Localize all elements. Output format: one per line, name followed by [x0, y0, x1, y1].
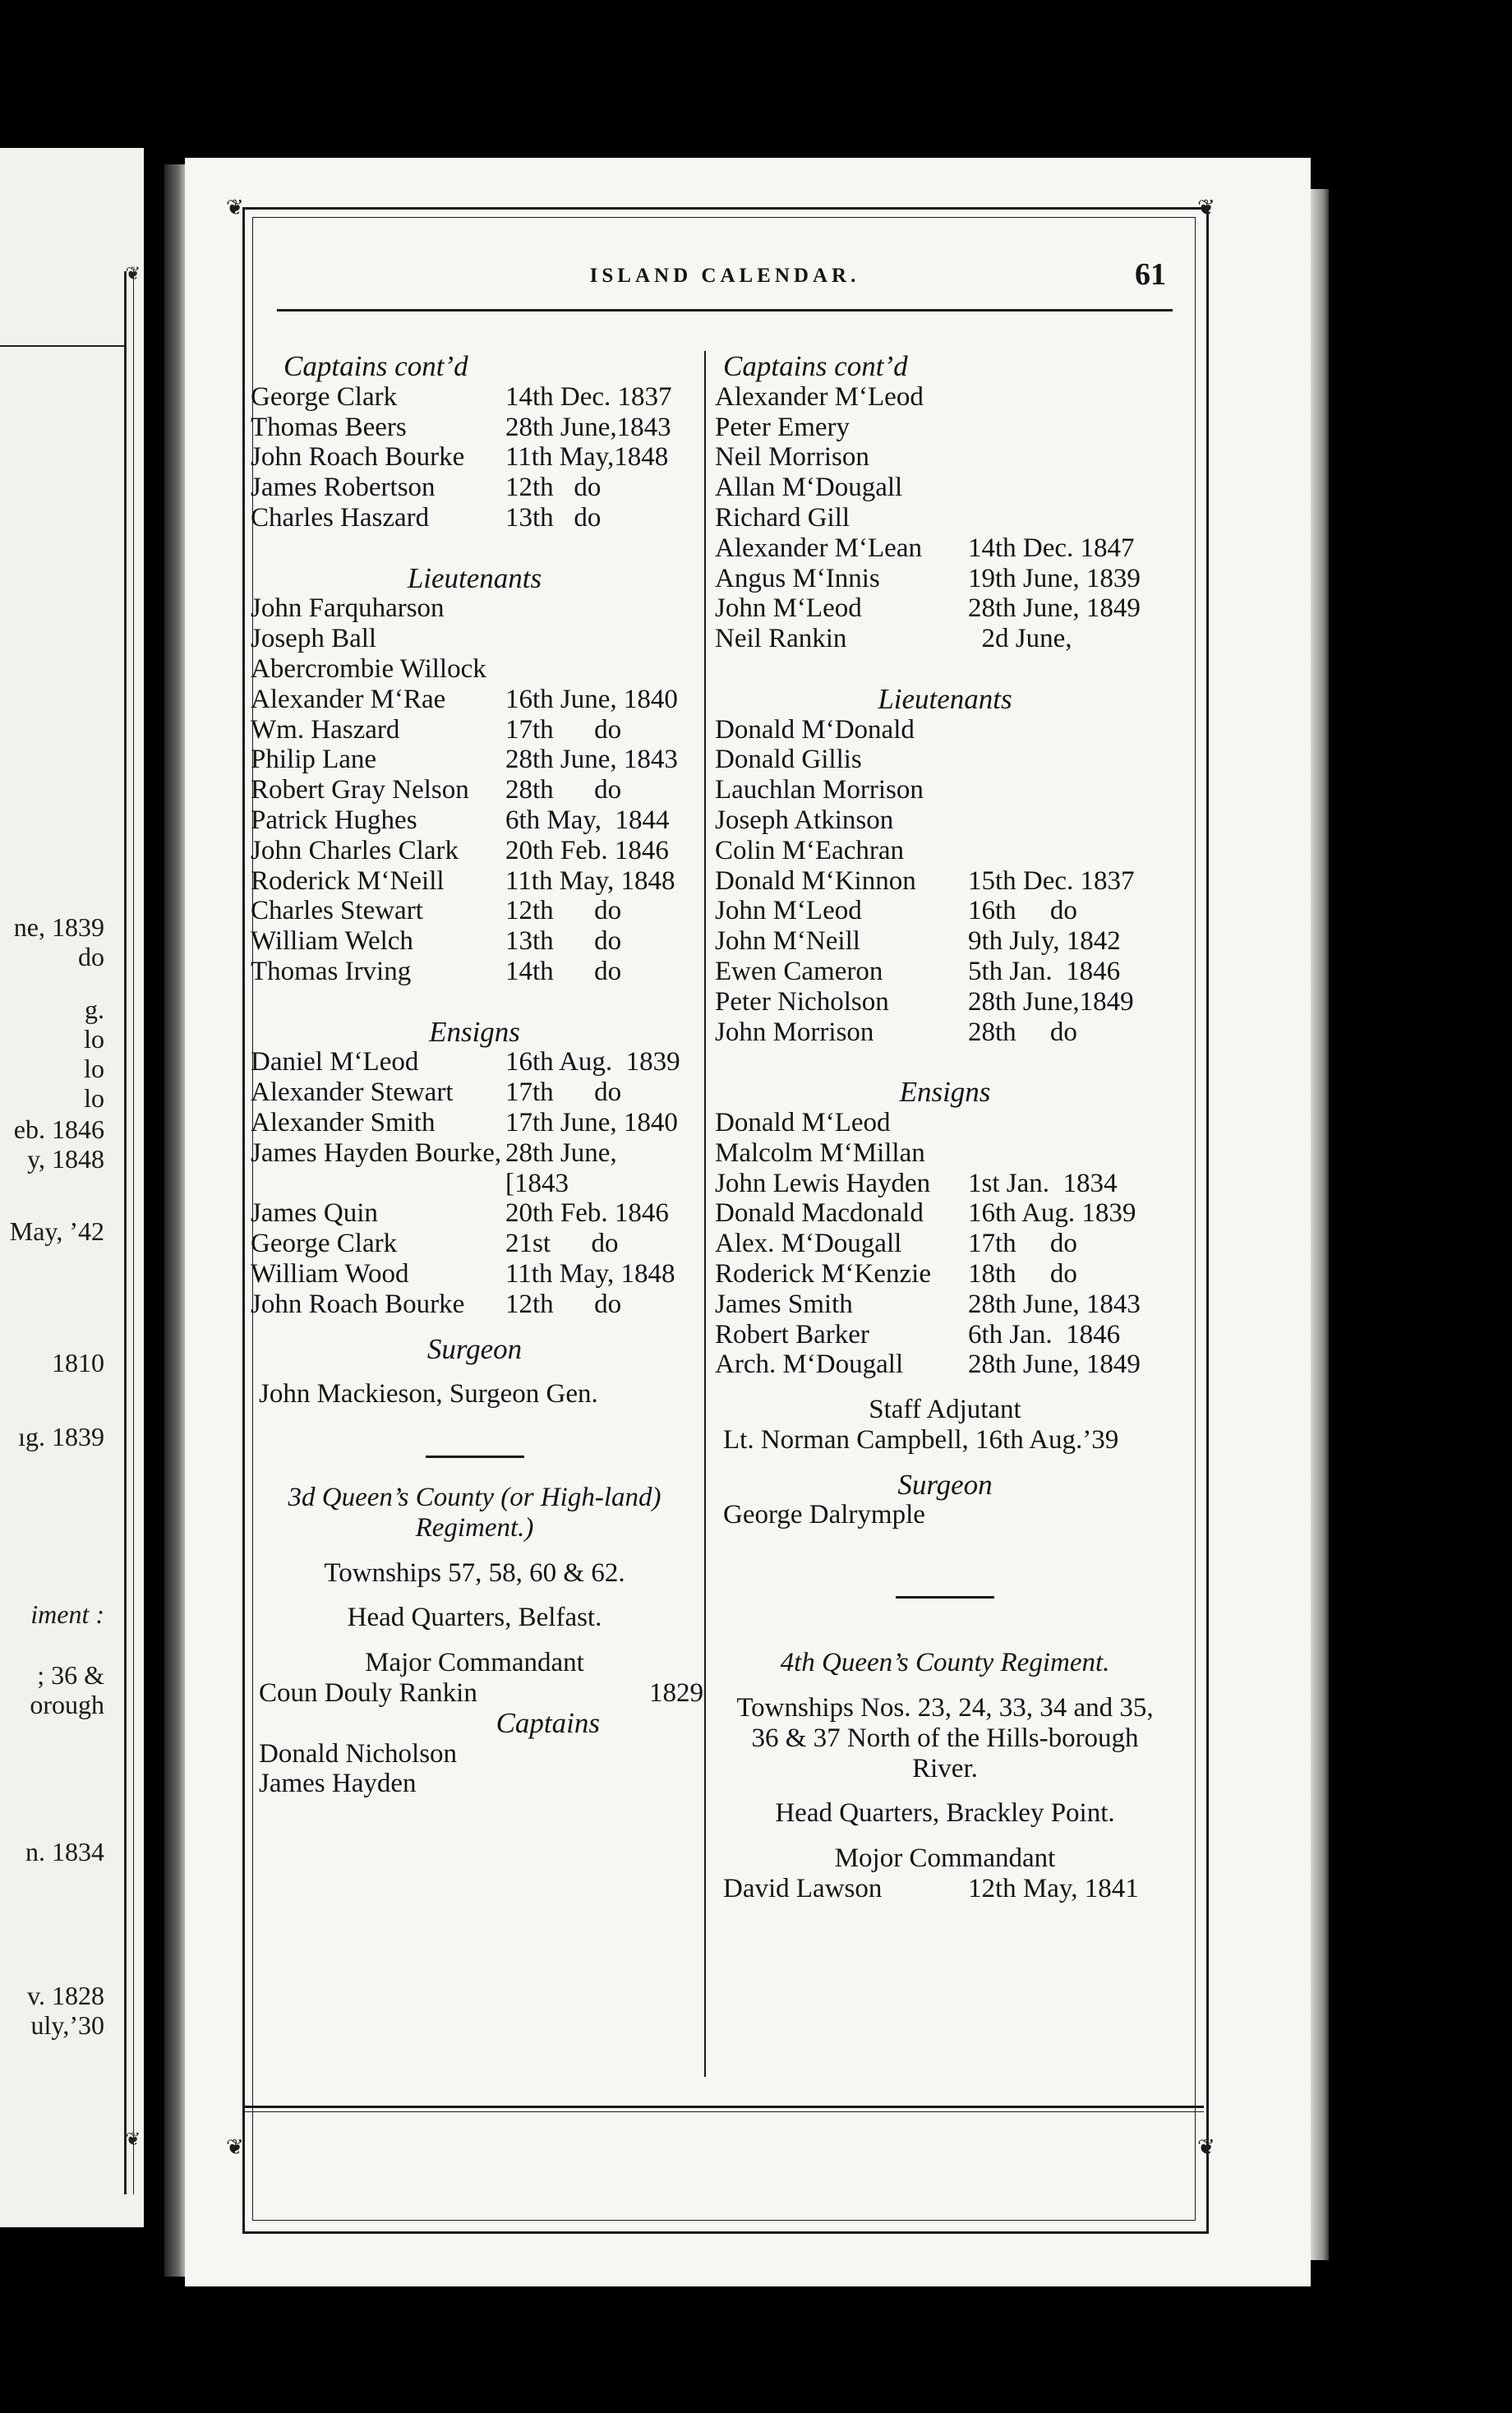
officer-row	[715, 1350, 1175, 1380]
officer-row	[715, 805, 1175, 836]
column-divider	[704, 351, 706, 2077]
officer-name: Charles Haszard	[251, 502, 430, 533]
officer-row	[251, 1198, 698, 1229]
officer-row	[715, 1290, 1175, 1320]
spacer	[251, 1543, 698, 1558]
commission-date: 17th do	[505, 1077, 622, 1108]
officer-row	[715, 593, 1175, 624]
officer-row	[715, 836, 1175, 866]
officer-row	[715, 1138, 1175, 1169]
officer-list	[251, 382, 698, 533]
page-number: 61	[1135, 257, 1166, 292]
spacer	[251, 987, 698, 1017]
officer-row	[715, 896, 1175, 926]
commission-date: 21st do	[505, 1229, 619, 1259]
fleuron-ornament-icon: ❦	[1197, 196, 1215, 219]
officer-row	[715, 1169, 1175, 1199]
officer-row	[715, 1229, 1175, 1259]
spacer	[715, 654, 1175, 685]
officer-row	[715, 926, 1175, 957]
officer-name: Donald M‘Donald	[715, 714, 915, 745]
commission-date: 1829	[649, 1678, 703, 1709]
officer-row	[715, 564, 1175, 594]
fleuron-ornament-icon: ❦	[125, 2129, 141, 2149]
section-heading: Surgeon	[897, 1468, 993, 1501]
left-page-text-fragment: n. 1834	[25, 1837, 104, 1866]
spacer	[715, 1829, 1175, 1843]
officer-name: Richard Gill	[715, 502, 850, 533]
commission-date: 16th Aug. 1839	[505, 1047, 680, 1077]
left-page-text-fragment: 1810	[52, 1348, 104, 1377]
officer-name: Donald Gillis	[715, 745, 862, 775]
left-page-text-fragment: do	[78, 942, 104, 971]
commission-date: 16th June, 1840	[505, 684, 678, 714]
spacer	[251, 1633, 698, 1648]
book-page	[185, 158, 1311, 2286]
commission-date: 14th Dec. 1837	[505, 381, 672, 412]
commission-date: 2d June,	[968, 624, 1072, 654]
spacer	[251, 1364, 698, 1379]
section-heading: Surgeon	[426, 1332, 523, 1365]
officer-row	[715, 533, 1175, 564]
officer-name: Ewen Cameron	[715, 956, 883, 986]
fleuron-ornament-icon: ❦	[1197, 2135, 1215, 2159]
left-page-fragment	[0, 148, 144, 2227]
commission-date: 12th do	[505, 1289, 622, 1319]
officer-name: Charles Stewart	[251, 896, 423, 926]
officer-name: Joseph Atkinson	[715, 805, 894, 835]
officer-name: Thomas Irving	[251, 956, 412, 986]
officer-name: Alex. M‘Dougall	[715, 1229, 902, 1259]
page-edge	[1311, 189, 1329, 2260]
officer-row	[251, 654, 698, 685]
commission-date: 16th do	[968, 896, 1077, 926]
spacer	[251, 1320, 698, 1335]
section-heading: Ensigns	[429, 1015, 520, 1048]
left-page-text-fragment: orough	[30, 1690, 104, 1719]
fleuron-ornament-icon: ❦	[226, 2135, 244, 2159]
commission-date: 19th June, 1839	[968, 563, 1141, 593]
officer-name: John M‘Leod	[715, 896, 862, 926]
officer-row	[715, 624, 1175, 654]
officer-row	[715, 957, 1175, 987]
officer-name: Lauchlan Morrison	[715, 775, 924, 805]
commission-date: 5th Jan. 1846	[968, 956, 1121, 986]
officer-row	[251, 1259, 698, 1290]
officer-row	[251, 382, 698, 413]
spacer	[715, 1678, 1175, 1693]
officer-name: David Lawson	[723, 1874, 883, 1904]
officer-name: Malcolm M‘Millan	[715, 1137, 925, 1168]
officer-list	[715, 382, 1175, 654]
officer-name: Robert Gray Nelson	[251, 775, 469, 805]
officer-name: James Quin	[251, 1198, 378, 1229]
officer-name: Alexander Stewart	[251, 1077, 454, 1108]
commission-date: 28th June, 1843	[968, 1289, 1141, 1319]
officer-name: Philip Lane	[251, 745, 377, 775]
header-rule	[277, 309, 1173, 311]
left-page-text-fragment: g.	[85, 994, 104, 1024]
officer-row	[251, 957, 698, 987]
spacer	[715, 1380, 1175, 1395]
commission-date: 15th Dec. 1837	[968, 865, 1135, 896]
fleuron-ornament-icon: ❦	[226, 196, 244, 219]
officer-row	[251, 745, 698, 775]
section-rule	[426, 1456, 524, 1458]
left-page-text-fragment: lo	[84, 1054, 104, 1083]
left-page-text-fragment: v. 1828	[27, 1981, 104, 2010]
commission-date: 28th June,	[505, 1137, 617, 1168]
commission-date: 14th do	[505, 956, 622, 986]
commission-date: 17th June, 1840	[505, 1107, 678, 1137]
regiment-title: 4th Queen’s County Regiment.	[780, 1648, 1110, 1678]
officer-row	[715, 866, 1175, 897]
left-column	[251, 350, 703, 1799]
officer-name: William Welch	[251, 926, 413, 957]
officer-name: Angus M‘Innis	[715, 563, 880, 593]
commission-date: 28th June, 1849	[968, 593, 1141, 624]
regiment-title: 3d Queen’s County (or High-land) Regiment.)	[288, 1483, 662, 1543]
officer-row	[715, 987, 1175, 1017]
officer-name: Daniel M‘Leod	[251, 1047, 419, 1077]
townships-entry: Townships Nos. 23, 24, 33, 34 and 35, 36 & 37 North of the Hills-borough River.	[736, 1693, 1154, 1783]
commission-date: 17th do	[505, 714, 622, 745]
commission-date: 28th June,1849	[968, 986, 1134, 1017]
officer-row	[251, 1169, 698, 1199]
left-page-text-fragment: y, 1848	[27, 1144, 104, 1174]
officer-row	[251, 593, 698, 624]
officer-row	[715, 473, 1175, 503]
officer-name: George Clark	[251, 381, 398, 412]
officer-list	[251, 1047, 698, 1319]
left-page-text-fragment: lo	[84, 1083, 104, 1113]
officer-name: Roderick M‘Kenzie	[715, 1258, 931, 1289]
section-rule	[896, 1596, 994, 1599]
officer-name: Neil Morrison	[715, 442, 869, 473]
officer-name: Thomas Beers	[251, 412, 407, 442]
officer-name: Wm. Haszard	[251, 714, 400, 745]
surgeon-entry: John Mackieson, Surgeon Gen.	[259, 1379, 598, 1410]
footer-rule	[242, 2106, 1204, 2112]
commission-date: 14th Dec. 1847	[968, 533, 1135, 563]
spacer	[251, 533, 698, 564]
officer-row	[715, 715, 1175, 745]
officer-name: Patrick Hughes	[251, 805, 417, 835]
officer-row	[251, 1229, 698, 1259]
left-page-text-fragment: ıg. 1839	[18, 1422, 104, 1451]
officer-name: Alexander Smith	[251, 1107, 436, 1137]
officer-row	[251, 1108, 698, 1138]
major-commandant-row	[715, 1874, 1175, 1904]
spacer	[715, 1783, 1175, 1798]
staff-adjutant-entry: Lt. Norman Campbell, 16th Aug.’39	[723, 1424, 1119, 1455]
officer-list	[251, 1739, 698, 1800]
officer-name: John Charles Clark	[251, 835, 459, 865]
officer-row	[251, 624, 698, 654]
officer-name: John Roach Bourke	[251, 442, 465, 473]
officer-row	[251, 805, 698, 836]
officer-name: Abercrombie Willock	[251, 653, 486, 684]
spacer	[251, 1588, 698, 1603]
officer-row	[715, 775, 1175, 805]
officer-row	[251, 685, 698, 715]
major-commandant-label: Major Commandant	[365, 1648, 584, 1678]
officer-name: James Hayden	[259, 1769, 417, 1799]
left-page-text-fragment: eb. 1846	[13, 1114, 104, 1144]
left-page-text-fragment: ne, 1839	[13, 912, 104, 942]
section-heading: Ensigns	[899, 1076, 991, 1109]
officer-row	[251, 503, 698, 533]
left-page-text-fragment: iment :	[30, 1599, 104, 1629]
major-commandant-label: Mojor Commandant	[834, 1843, 1056, 1874]
officer-name: John M‘Neill	[715, 926, 860, 957]
officer-row	[715, 1017, 1175, 1048]
commission-date: 6th Jan. 1846	[968, 1319, 1121, 1350]
section-heading: Lieutenants	[407, 561, 542, 594]
officer-row	[251, 775, 698, 805]
commission-date: 13th do	[505, 502, 602, 533]
officer-row	[251, 896, 698, 926]
commission-date: 12th May, 1841	[968, 1874, 1139, 1904]
officer-row	[251, 1290, 698, 1320]
commission-date: 12th do	[505, 473, 602, 503]
commission-date: 20th Feb. 1846	[505, 1198, 669, 1229]
officer-row	[251, 1138, 698, 1169]
officer-row	[251, 1047, 698, 1077]
officer-name: Alexander M‘Lean	[715, 533, 922, 563]
commission-date: 11th May, 1848	[505, 1258, 675, 1289]
officer-row	[251, 413, 698, 443]
officer-name: Donald M‘Kinnon	[715, 865, 916, 896]
officer-name: James Hayden Bourke,	[251, 1137, 502, 1168]
officer-name: John M‘Leod	[715, 593, 862, 624]
commission-date: [1843	[505, 1168, 569, 1198]
officer-name: Donald M‘Leod	[715, 1107, 891, 1137]
commission-date: 1st Jan. 1834	[968, 1168, 1118, 1198]
officer-list	[251, 593, 698, 986]
officer-name: Colin M‘Eachran	[715, 835, 905, 865]
commission-date: 9th July, 1842	[968, 926, 1121, 957]
officer-name: Alexander M‘Rae	[251, 684, 446, 714]
officer-name: John Roach Bourke	[251, 1289, 465, 1319]
officer-name: Coun Douly Rankin	[259, 1678, 477, 1709]
running-title: ISLAND CALENDAR.	[589, 265, 860, 287]
officer-name: John Farquharson	[251, 593, 445, 624]
commission-date: 28th June, 1849	[968, 1350, 1141, 1380]
officer-name: Arch. M‘Dougall	[715, 1350, 904, 1380]
officer-name: Neil Rankin	[715, 624, 847, 654]
left-page-text-fragment: ; 36 &	[37, 1660, 104, 1690]
running-head	[277, 255, 1173, 296]
section-heading: Captains	[496, 1706, 600, 1739]
officer-name: Roderick M‘Neill	[251, 865, 445, 896]
page-gutter	[164, 164, 187, 2277]
officer-row	[715, 745, 1175, 775]
officer-row	[715, 1259, 1175, 1290]
townships-entry: Townships 57, 58, 60 & 62.	[324, 1557, 625, 1588]
fleuron-ornament-icon: ❦	[125, 263, 141, 284]
officer-name: Allan M‘Dougall	[715, 473, 903, 503]
surgeon-entry: George Dalrymple	[723, 1500, 925, 1530]
officer-name: Robert Barker	[715, 1319, 869, 1350]
spacer	[715, 1456, 1175, 1470]
section-heading: Captains cont’d	[284, 350, 468, 382]
left-page-rule	[0, 345, 126, 347]
officer-row	[715, 1108, 1175, 1138]
officer-list	[715, 1108, 1175, 1380]
left-page-border	[124, 271, 134, 2194]
commission-date: 28th June, 1843	[505, 745, 678, 775]
commission-date: 11th May,1848	[505, 442, 669, 473]
commission-date: 28th June,1843	[505, 412, 671, 442]
commission-date: 16th Aug. 1839	[968, 1198, 1136, 1229]
commission-date: 12th do	[505, 896, 622, 926]
commission-date: 28th do	[968, 1017, 1077, 1047]
spacer	[715, 1047, 1175, 1077]
left-page-text-fragment: uly,’30	[30, 2010, 104, 2040]
staff-adjutant-label: Staff Adjutant	[869, 1395, 1021, 1425]
major-commandant-row	[251, 1678, 703, 1709]
officer-row	[715, 503, 1175, 533]
officer-name: James Robertson	[251, 473, 436, 503]
officer-row	[251, 836, 698, 866]
officer-row	[715, 442, 1175, 473]
left-page-text-fragment: lo	[84, 1024, 104, 1054]
left-page-text-fragment: May, ’42	[9, 1216, 104, 1246]
officer-name: John Lewis Hayden	[715, 1168, 931, 1198]
officer-row	[251, 1077, 698, 1108]
officer-name: Alexander M‘Leod	[715, 381, 924, 412]
officer-row	[715, 382, 1175, 413]
officer-name: William Wood	[251, 1258, 409, 1289]
officer-name: Donald Macdonald	[715, 1198, 924, 1229]
section-heading: Lieutenants	[878, 682, 1012, 715]
commission-date: 6th May, 1844	[505, 805, 670, 835]
commission-date: 28th do	[505, 775, 622, 805]
officer-name: John Morrison	[715, 1017, 874, 1047]
officer-name: George Clark	[251, 1229, 398, 1259]
head-quarters-entry: Head Quarters, Belfast.	[347, 1603, 602, 1633]
officer-row	[251, 926, 698, 957]
officer-row	[251, 442, 698, 473]
head-quarters-entry: Head Quarters, Brackley Point.	[775, 1798, 1115, 1829]
commission-date: 20th Feb. 1846	[505, 835, 669, 865]
right-column	[715, 352, 1175, 1904]
officer-row	[251, 715, 698, 745]
officer-name: Peter Emery	[715, 412, 850, 442]
section-heading: Captains cont’d	[723, 350, 908, 382]
commission-date: 13th do	[505, 926, 622, 957]
officer-list	[715, 715, 1175, 1048]
commission-date: 17th do	[968, 1229, 1077, 1259]
officer-row	[251, 473, 698, 503]
officer-name: Joseph Ball	[251, 624, 377, 654]
officer-row	[715, 413, 1175, 443]
officer-row	[715, 1198, 1175, 1229]
commission-date: 11th May, 1848	[505, 865, 675, 896]
officer-row	[715, 1320, 1175, 1350]
officer-row	[251, 866, 698, 897]
commission-date: 18th do	[968, 1258, 1077, 1289]
officer-name: Peter Nicholson	[715, 986, 889, 1017]
officer-name: Donald Nicholson	[259, 1738, 458, 1769]
officer-name: James Smith	[715, 1289, 853, 1319]
